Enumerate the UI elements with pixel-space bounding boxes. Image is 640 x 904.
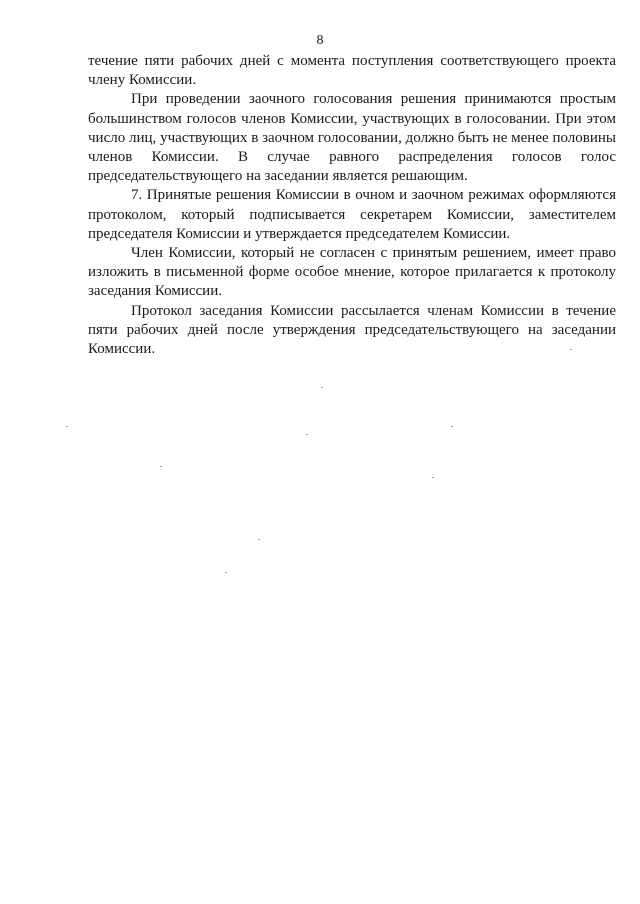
scan-speck (451, 426, 453, 427)
paragraph-decision-protocol: 7. Принятые решения Комиссии в очном и заочном режимах оформляются протоколом, который подписывается секретарем Комиссии, заместителем председателя Комиссии и утверждается председателем Комиссии. (88, 187, 616, 242)
scan-speck (570, 349, 572, 350)
scan-speck (258, 539, 260, 540)
scan-speck (66, 426, 68, 427)
scan-speck (225, 572, 227, 573)
scan-speck (306, 434, 308, 435)
scan-speck (321, 387, 323, 388)
paragraph-protocol-distribution: Протокол заседания Комиссии рассылается членам Комиссии в течение пяти рабочих дней после утверждения председательствующего на заседании Комиссии. (88, 302, 616, 358)
page-number: 8 (316, 33, 324, 48)
body-text (88, 52, 616, 359)
scan-speck (160, 466, 162, 467)
paragraph-dissenting-opinion: Член Комиссии, который не согласен с принятым решением, имеет право изложить в письменной форме особое мнение, которое прилагается к протоколу заседания Комиссии. (88, 245, 616, 300)
paragraph-continuation: течение пяти рабочих дней с момента поступления соответствующего проекта члену Комиссии. (88, 53, 616, 89)
paragraph-absentee-voting: При проведении заочного голосования решения принимаются простым большинством голосов членов Комиссии, участвующих в голосовании. При этом число лиц, участвующих в заочном голосовании, должно быть не менее половины членов Комиссии. В случае равного распределения голосов голос председательствующего на заседании является решающим. (88, 91, 616, 185)
scan-speck (432, 477, 434, 478)
